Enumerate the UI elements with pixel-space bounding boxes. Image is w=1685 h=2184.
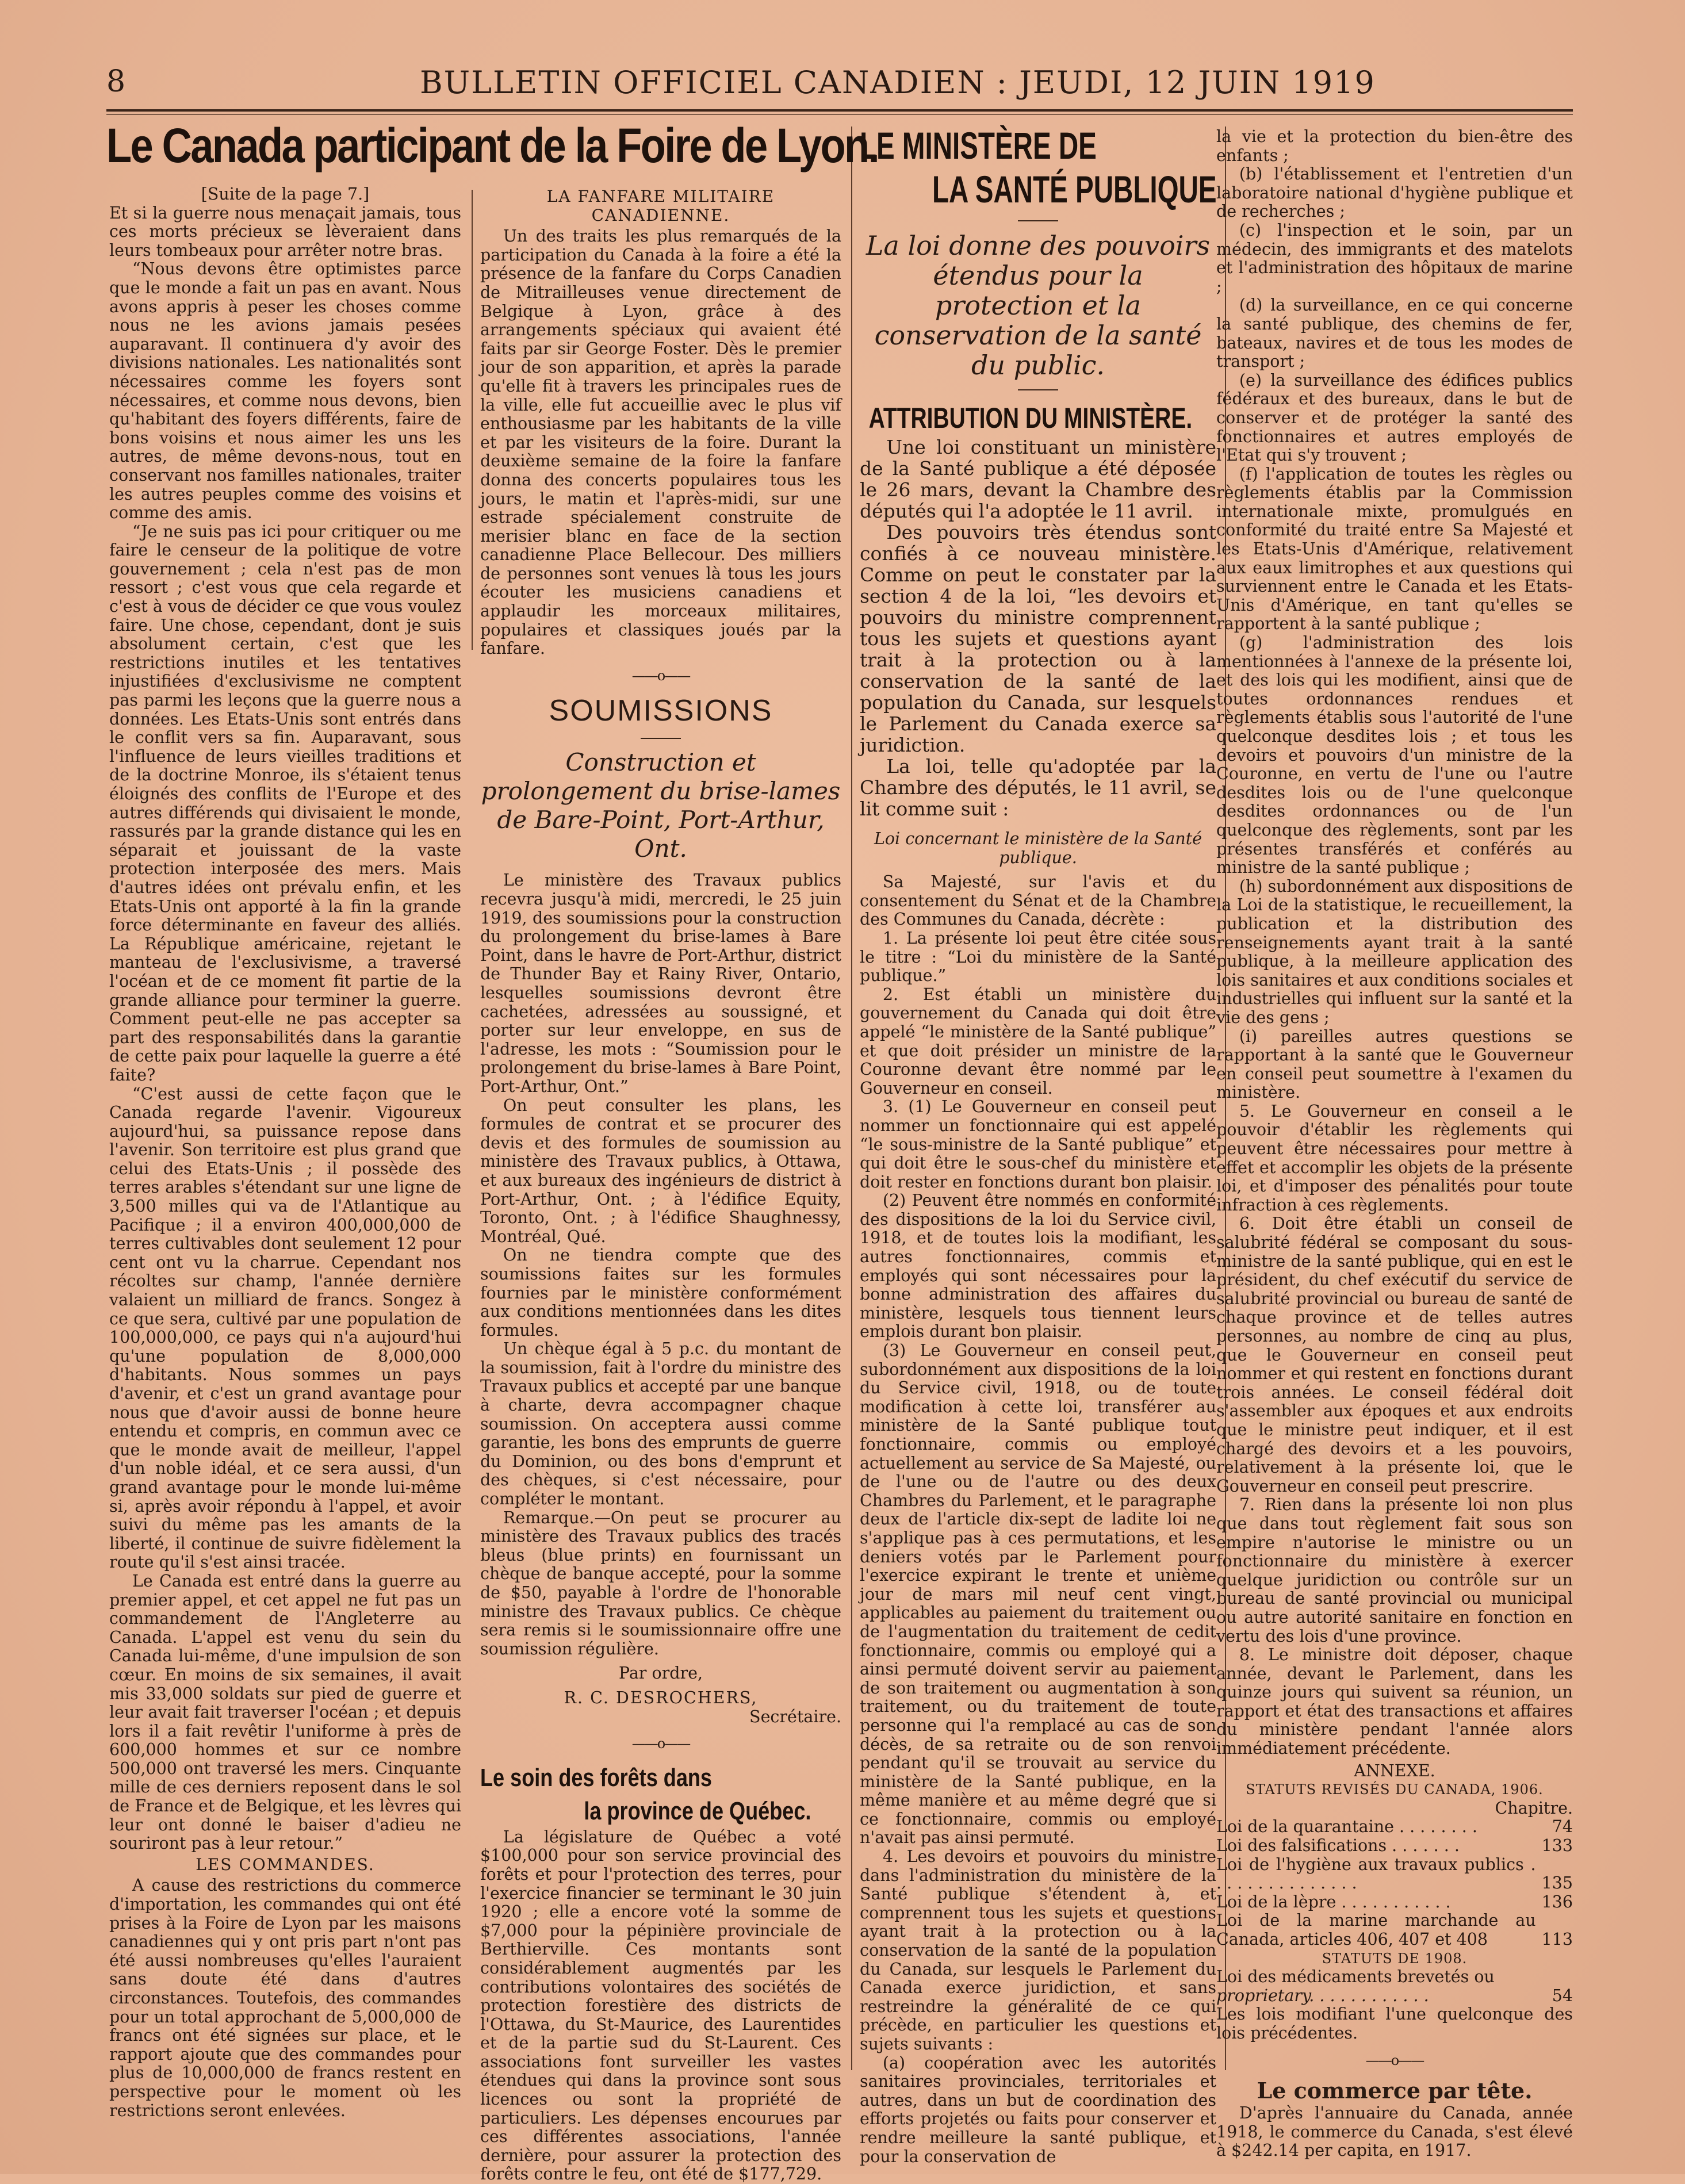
forets-heading-2: la province de Québec. [584,1796,811,1825]
par-ordre: Par ordre, [618,1664,703,1683]
soumissions-paragraph: Remarque.—On peut se procurer au ministère des Travaux publics des tracés bleus (blue prints) en fournissant un chèque de banque accepté, pour la somme de $50, payable à l'ordre de l'honorable ministre des Travaux publics. Ce chèque sera remis si le soumissionnaire offre une soumission régulière. [480,1508,841,1658]
section-6: 6. Doit être établi un conseil de salubrité fédéral se composant du sous-ministre de la santé publique, qui en est le président, du chef exécutif du service de salubrité provincial ou bureau de santé de chaque province et de telles autres personnes, au nombre de cinq au plus, que le Gouverneur en conseil peut nommer et qui restent en fonctions durant trois années. Le conseil fédéral doit s'assembler aux époques et aux endroits que le ministre peut indiquer, et il est chargé des devoirs et a les pouvoirs, relativement à la présente loi, que le Gouverneur en conseil peut prescrire. [1216,1214,1573,1496]
chapitre-label: Chapitre. [1495,1798,1573,1818]
soumissions-heading: SOUMISSIONS [549,694,773,728]
sante-paragraph: Sa Majesté, sur l'avis et du consentement du Sénat et de la Chambre des Communes du Canada, décrète : [860,872,1216,929]
section-2: 2. Est établi un ministère du gouvernement du Canada qui doit être appelé “le ministère de la Santé publique” et que doit présider un ministre de la Couronne devant être nommé par le Gouverneur en conseil. [860,984,1216,1098]
law-chapter: 133 [1541,1836,1573,1856]
header-rule-thin [106,114,1573,115]
laws-list [1216,1818,1573,1949]
column-rule [472,190,473,650]
section-7: 7. Rien dans la présente loi non plus que dans tout règlement fait sous son empire n'autorise le ministre ou un fonctionnaire du ministère à exercer quelque juridiction ou contrôle sur un bureau de santé provincial ou municipal ou autre autorité sanitaire en fonction en vertu des lois d'une province. [1216,1495,1573,1646]
law-row [1216,1911,1573,1949]
lyon-paragraph: Un des traits les plus remarqués de la participation du Canada à la foire a été la présence de la fanfare du Corps Canadien de Mitrailleuses venue directement de Belgique à Lyon, grâce à des arrangements spéciaux qui avaient été faits par sir George Foster. Dès le premier jour de son apparition, et après la parade qu'elle fit à travers les principales rues de la ville, elle fut accueillie avec le plus vif enthousiasme par les habitants de la ville et par les visiteurs de la foire. Durant la deuxième semaine de la foire la fanfare donna des concerts populaires tous les jours, le matin et l'après-midi, sur une estrade spécialement construite de merisier blanc en face de la section canadienne Place Bellecour. Des milliers de personnes sont venues là tous les jours écouter les musiciens canadiens et applaudir les morceaux militaires, populaires et classiques joués par la fanfare. [480,227,841,658]
section-4: 4. Les devoirs et pouvoirs du ministre dans l'administration du ministère de la Santé publique s'étendent à, et comprennent tous les sujets et questions ayant trait à la protection ou à la conservation de la santé de la population du Canada, sur lesquels le Parlement du Canada exerce juridiction, et sans restreindre la généralité de ce qui précède, en particulier les questions et sujets suivants : [860,1847,1216,2053]
law-name: Loi de la lèpre . . . . . . . . . . . [1216,1892,1451,1911]
ornament-rule: ——o—— [631,1735,690,1752]
short-rule [1018,389,1058,390]
lyon-paragraph: A cause des restrictions du commerce d'importation, les commandes qui ont été prises à la Foire de Lyon par les maisons canadiennes qui y ont pris part n'ont pas été aussi nombreuses qu'elles l'auraient sans doute été dans d'autres circonstances. Toutefois, des commandes pour un total approchant de 5,000,000 de francs ont été signées sur place, et le rapport ajoute que des commandes pour plus de 10,000,000 de francs restent en perspective pour le moment où les restrictions seront enlevées. [109,1876,461,2120]
section-4-c: (c) l'inspection et le soin, par un médecin, des immigrants et des matelots et l'administration des hôpitaux de marine ; [1216,220,1573,296]
section-4-g: (g) l'administration des lois mentionnées à l'annexe de la présente loi, et des lois qui les modifient, ainsi que de toutes ordonnances rendues et règlements établis sous l'autorité de l'une quelconque desdites lois ; et tous les devoirs et pouvoirs d'un ministre de la Couronne, en vertu de l'une ou l'autre desdites lois ou de l'une quelconque desdites ordonnances ou de l'un quelconque des règlements, sont par les présentes transférés et conférés au ministre de la santé publique ; [1216,633,1573,878]
column-1 [109,185,461,2120]
law-medicaments [1216,1968,1573,2005]
section-4-h: (h) subordonnément aux dispositions de la Loi de la statistique, le recueillement, la publication et la distribution des renseignements ayant trait à la santé publique, à la meilleure application des lois sanitaires et aux conditions sociales et industrielles qui influent sur la santé et la vie des gens ; [1216,876,1573,1027]
lyon-paragraph: “Je ne suis pas ici pour critiquer ou me faire le censeur de la politique de votre gouvernement ; cela n'est pas de mon ressort ; c'est vous que cela regarde et c'est à vous de décider ce que vous voulez faire. Une chose, cependant, dont je suis absolument certain, c'est que les restrictions inutiles et les tentatives injustifiées d'exclusivisme ne comptent pas parmi les leçons que la guerre nous a données. Les Etats-Unis sont entrés dans le conflit vers sa fin. Auparavant, sous l'influence de leurs vieilles traditions et de la doctrine Monroe, ils s'étaient tenus éloignés des conflits de l'Europe et des autres différends qui divisaient le monde, rassurés par la grande distance qui les en séparait et jouissant de la vaste protection interposée des mers. Mais d'autres idées ont prévalu enfin, et les Etats-Unis ont apporté à la fin la grande force déterminante en faveur des alliés. La République américaine, rejetant le manteau de l'exclusivisme, a traversé l'océan et de ce moment fit partie de la grande alliance pour terminer la guerre. Comment peut-elle ne pas accepter sa part des responsabilités dans la garantie de cette paix pour laquelle la guerre a été faite? [109,522,461,1085]
section-3-2: (2) Peuvent être nommés en conformité des dispositions de la loi du Service civil, 1918, et de toutes lois la modifiant, les autres fonctionnaires, commis et employés qui sont nécessaires pour la bonne administration des affaires du ministère, lesquels tous tiennent leurs emplois durant bon plaisir. [860,1191,1216,1342]
page-number: 8 [106,64,126,99]
section-4-b: (b) l'établissement et l'entretien d'un laboratoire national d'hygiène publique et de recherches ; [1216,164,1573,221]
law-name: Loi de la quarantaine . . . . . . . . [1216,1817,1477,1837]
header-rule [106,109,1573,112]
lyon-paragraph: “Nous devons être optimistes parce que le monde a fait un pas en avant. Nous avons appris à peser les choses comme nous ne les avions jamais pesées auparavant. Il continuera d'y avoir des divisions nationales. Les nationalités sont nécessaires comme les foyers sont nécessaires, et comme nous devons, bien qu'habitant des foyers différents, faire de bons voisins et nous aimer les uns les autres, de même devons-nous, tout en conservant nos familles nationales, traiter les autres peuples comme des voisins et comme des amis. [109,259,461,523]
law-name-italic: proprietary. . . . . . . . . . . . [1216,1986,1429,2005]
ornament-rule: ——o—— [1365,2052,1424,2068]
law-row [1216,1893,1573,1912]
section-8: 8. Le ministre doit déposer, chaque année, devant le Parlement, dans les quinze jours qui suivent sa réunion, un rapport et état des transactions et affaires du ministère pendant l'année alors immédiatement précédente. [1216,1645,1573,1758]
law-chapter: 113 [1541,1930,1573,1949]
section-5: 5. Le Gouverneur en conseil a le pouvoir d'établir les règlements qui peuvent être nécessaires pour mettre à effet et accomplir les objets de la présente loi, et d'imposer des pénalités pour toute infraction à ces règlements. [1216,1101,1573,1214]
sante-heading-2: LA SANTÉ PUBLIQUE [932,168,1217,210]
section-4-f: (f) l'application de toutes les règles ou règlements établis par la Commission internationale mixte, promulgués en conformité du traité entre Sa Majesté et les Etats-Unis d'Amérique, relativement aux eaux limitrophes et aux questions qui surviennent entre le Canada et les Etats-Unis d'Amérique, en tant qu'elles se rapportent à la santé publique ; [1216,464,1573,634]
signer-title: Secrétaire. [749,1707,841,1726]
sante-paragraph: La loi, telle qu'adoptée par la Chambre des députés, le 11 avril, se lit comme suit : [860,755,1216,820]
column-2 [480,185,841,2184]
soumissions-paragraph: Un chèque égal à 5 p.c. du montant de la soumission, fait à l'ordre du ministre des Travaux publics et accepté par une banque à charte, devra accompagner chaque soumission. On acceptera aussi comme garantie, les bons des emprunts de guerre du Dominion, ou des bons d'emprunt et des chèques, si c'est nécessaire, pour compléter le montant. [480,1339,841,1509]
commandes-subhead: LES COMMANDES. [196,1855,375,1874]
annexe-heading: ANNEXE. [1354,1761,1435,1780]
attribution-heading: ATTRIBUTION DU MINISTÈRE. [868,402,1193,434]
law-chapter: 136 [1541,1892,1573,1911]
loi-title: Loi concernant le ministère de la Santé publique. [874,829,1203,867]
fanfare-subhead: LA FANFARE MILITAIRE CANADIENNE. [546,187,775,225]
section-3-3: (3) Le Gouverneur en conseil peut, subordonnément aux dispositions de la loi du Service civil, 1918, ou de toute modification à cette loi, transférer au ministère de la Santé publique tout fonctionnaire, commis ou employé actuellement au service de Sa Majesté, ou de l'une ou de l'autre ou des deux Chambres du Parlement, et le paragraphe deux de l'article dix-sept de ladite loi ne s'applique pas à ces permutations, et les deniers votés par le Parlement pour l'exercice expirant le trente et unième jour de mars mil neuf cent vingt, applicables au paiement du traitement ou de l'augmentation du traitement de cedit fonctionnaire, commis ou employé qui a ainsi permuté doivent servir au paiement de son traitement ou augmentation à son traitement, ou du traitement de toute personne qui l'a remplacé au cas de son décès, de sa retraite ou de son renvoi pendant qu'il se trouvait au service du ministère de la Santé publique, en la même manière et au même degré que si ce fonctionnaire, commis ou employé n'avait pas ainsi permuté. [860,1341,1216,1848]
law-chapter: 54 [1552,1986,1573,2005]
law-row [1216,1818,1573,1837]
signer-name: R. C. DESROCHERS, [564,1688,758,1707]
soumissions-paragraph: On ne tiendra compte que des soumissions faites sur les formules fournies par le ministère conformément aux conditions mentionnées dans les dites formules. [480,1246,841,1340]
sante-deck: La loi donne des pouvoirs étendus pour la protection et la conservation de la santé du public. [866,230,1211,381]
law-name: Loi de l'hygiène aux travaux publics . . . . . . . . . . . . . . . [1216,1855,1536,1893]
short-rule [641,738,681,739]
statuts-1906: STATUTS REVISÉS DU CANADA, 1906. [1246,1781,1544,1798]
section-4-a: (a) coopération avec les autorités sanitaires provinciales, territoriales et autres, dans un but de coordination des efforts projetés ou faits pour conserver et rendre meilleure la santé publique, et pour la conservation de [860,2053,1216,2166]
commerce-paragraph: D'après l'annuaire du Canada, année 1918, le commerce du Canada, s'est élevé à $242.14 per capita, en 1917. [1216,2103,1573,2160]
soumissions-subheading: Construction et prolongement du brise-lames de Bare-Point, Port-Arthur, Ont. [481,748,841,863]
section-1: 1. La présente loi peut être citée sous le titre : “Loi du ministère de la Santé publique.” [860,928,1216,986]
law-modifiant: Les lois modifiant l'une quelconque des lois précédentes. [1216,2005,1573,2043]
section-4-a-cont: la vie et la protection du bien-être des enfants ; [1216,127,1573,165]
section-3-1: 3. (1) Le Gouverneur en conseil peut nommer un fonctionnaire qui est appelé “le sous-ministre de la Santé publique” et qui doit être le sous-chef du ministère et doit rester en fonctions durant bon plaisir. [860,1097,1216,1191]
law-name: Loi des falsifications . . . . . . . [1216,1836,1460,1856]
column-3 [860,124,1217,2166]
law-name: Loi de la marine marchande au Canada, articles 406, 407 et 408 [1216,1911,1536,1949]
lyon-paragraph: Le Canada est entré dans la guerre au premier appel, et cet appel ne fut pas un commandement de l'Angleterre au Canada. L'appel est venu du sein du Canada lui-même, d'une impulsion de son cœur. En moins de six semaines, il avait mis 33,000 soldats sur pied de guerre et leur avait fait traverser l'océan ; et depuis lors il a fait revêtir l'uniforme à près de 600,000 hommes et sur ce nombre 500,000 ont traversé les mers. Cinquante mille de ces derniers reposent dans le sol de France et de Belgique, et les lèvres qui leur ont donné le baiser d'adieu ne souriront pas à leur retour.” [109,1571,461,1853]
lyon-paragraph: “C'est aussi de cette façon que le Canada regarde l'avenir. Vigoureux aujourd'hui, sa puissance repose dans l'avenir. Son territoire est plus grand que celui des Etats-Unis ; il possède des terres arables s'étendant sur une ligne de 3,500 milles qui va de l'Atlantique au Pacifique ; il a environ 400,000,000 de terres cultivables dont seulement 12 pour cent ont vu la charrue. Cependant nos récoltes sur champ, l'année dernière valaient un milliard de francs. Songez à ce que sera, cultivé par une population de 100,000,000, ce pays qui n'a aujourd'hui qu'une population de 8,000,000 d'habitants. Nous sommes un pays d'avenir, et c'est un grand avantage pour nous que d'avoir aussi de bonne heure entendu et compris, en commun avec ce que le monde avait de meilleur, l'appel d'un noble idéal, et ce sera aussi, d'un grand avantage pour le monde lui-même si, après avoir répondu à l'appel, et avoir suivi du même pas les amants de la liberté, il continue de suivre fidèlement la route qu'il s'est ainsi tracée. [109,1084,461,1572]
law-chapter: 135 [1541,1873,1573,1893]
short-rule [1018,220,1058,221]
column-4 [1216,127,1573,2160]
law-name: Loi des médicaments brevetés ou [1216,1967,1495,1987]
commerce-heading: Le commerce par tête. [1257,2078,1533,2104]
forets-paragraph: La législature de Québec a voté $100,000 pour son service provincial des forêts et pour l'protection des terres, pour l'exercice financier se terminant le 30 juin 1920 ; elle a encore voté la somme de $7,000 pour la pépinière provinciale de Berthierville. Ces montants sont considérablement augmentés par les contributions volontaires des sociétés de protection forestière des districts de l'Ottawa, du St-Maurice, des Laurentides et de la partie sud du St-Laurent. Ces associations font surveiller les vastes étendues qui dans la province sont sous licences ou sont la propriété de particuliers. Les dépenses encourues par ces différentes associations, l'année dernière, pour assurer la protection des forêts contre le feu, ont été de $177,729. [480,1827,841,2184]
soumissions-paragraph: On peut consulter les plans, les formules de contrat et se procurer des devis et des formules de soumission au ministère des Travaux publics, à Ottawa, et aux bureaux des ingénieurs de district à Port-Arthur, Ont. ; à l'édifice Equity, Toronto, Ont. ; à l'édifice Shaughnessy, Montréal, Qué. [480,1095,841,1246]
column-rule [851,127,852,2070]
statuts-1908: STATUTS DE 1908. [1322,1950,1468,1967]
section-4-i: (i) pareilles autres questions se rapportant à la santé que le Gouverneur en conseil peut soumettre à l'examen du ministère. [1216,1026,1573,1102]
sante-paragraph: Des pouvoirs très étendus sont confiés à ce nouveau ministère. Comme on peut le constater par la section 4 de la loi, “les devoirs et pouvoirs du ministre comprennent tous les sujets et questions ayant trait à la protection ou à la conservation de la santé de la population du Canada, sur lesquels le Parlement du Canada exerce sa juridiction. [860,521,1216,756]
section-4-e: (e) la surveillance des édifices publics fédéraux et des bureaux, dans le but de conserver et de protéger la santé des fonctionnaires et autres employés de l'Etat qui s'y trouvent ; [1216,370,1573,465]
continued-note: [Suite de la page 7.] [201,185,370,204]
law-chapter: 74 [1552,1817,1573,1837]
lyon-headline: Le Canada participant de la Foire de Lyon. [106,118,879,173]
law-row [1216,1856,1573,1893]
lyon-paragraph: Et si la guerre nous menaçait jamais, tous ces morts précieux se lèveraient dans leurs tombeaux pour arrêter notre bras. [109,203,461,260]
running-title: BULLETIN OFFICIEL CANADIEN : JEUDI, 12 JUIN 1919 [420,64,1376,101]
sante-heading-1: LE MINISTÈRE DE [860,124,1097,167]
sante-paragraph: Une loi constituant un ministère de la Santé publique a été déposée le 26 mars, devant la Chambre des députés qui l'a adoptée le 11 avril. [860,436,1216,522]
page-header [106,64,1573,105]
section-4-d: (d) la surveillance, en ce qui concerne la santé publique, des chemins de fer, bateaux, navires et de tous les modes de transport ; [1216,296,1573,371]
forets-heading-1: Le soin des forêts dans [480,1763,713,1792]
law-row [1216,1837,1573,1856]
ornament-rule: ——o—— [631,667,690,684]
soumissions-paragraph: Le ministère des Travaux publics recevra jusqu'à midi, mercredi, le 25 juin 1919, des soumissions pour la construction du prolongement du brise-lames à Bare Point, dans le havre de Port-Arthur, district de Thunder Bay et Rainy River, Ontario, lesquelles soumissions devront être cachetées, adressées au soussigné, et porter sur leur enveloppe, en sus de l'adresse, les mots : “Soumission pour le prolongement du brise-lames à Bare Point, Port-Arthur, Ont.” [480,871,841,1096]
